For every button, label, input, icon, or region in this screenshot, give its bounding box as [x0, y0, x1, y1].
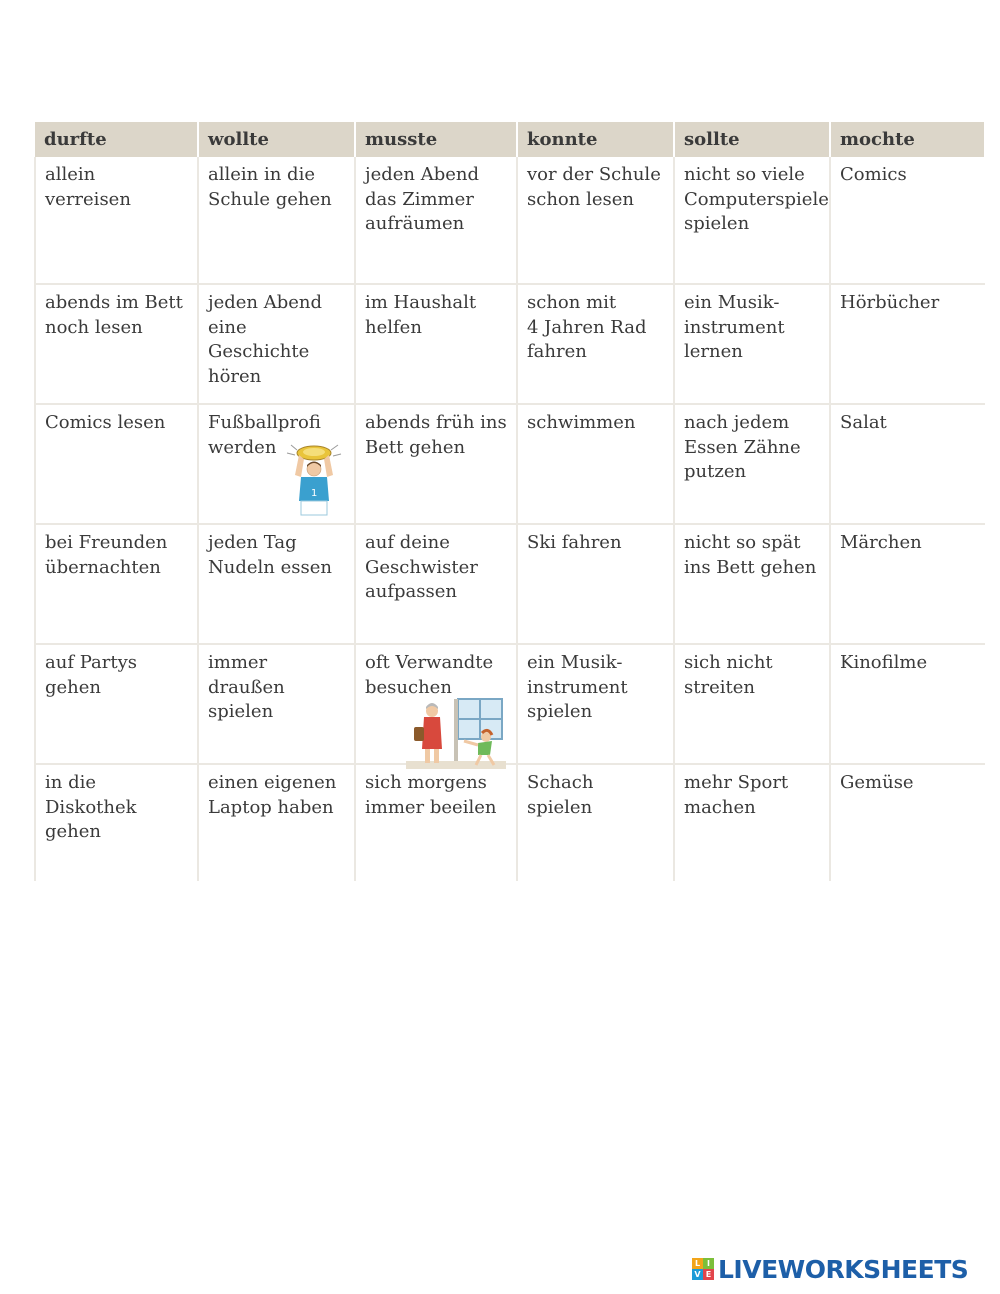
- logo-letter-i: I: [703, 1258, 714, 1269]
- cell-text: in die Diskothek gehen: [45, 772, 137, 842]
- table-cell: [355, 644, 517, 764]
- table-cell: [830, 524, 985, 644]
- logo-letter-v: V: [692, 1269, 703, 1280]
- table-cell: [35, 524, 198, 644]
- cell-text: mehr Sport machen: [684, 772, 789, 818]
- cell-text: jeden Tag Nudeln essen: [208, 532, 332, 578]
- cell-text: Ski fahren: [527, 532, 622, 553]
- cell-text: vor der Schule schon lesen: [527, 164, 661, 210]
- table-cell: [198, 284, 355, 404]
- table-cell: [355, 404, 517, 524]
- table-header-row: [35, 122, 985, 157]
- cell-text: Salat: [840, 412, 887, 433]
- table-row: [35, 404, 985, 524]
- cell-text: jeden Abend das Zimmer aufräumen: [365, 164, 480, 234]
- table-cell: [517, 157, 674, 284]
- cell-text: abends früh ins Bett gehen: [365, 412, 507, 458]
- table-cell: [198, 404, 355, 524]
- cell-text: oft Verwandte besuchen: [365, 652, 494, 698]
- worksheet-table-container: [34, 122, 984, 881]
- cell-text: schon mit 4 Jahren Rad fahren: [527, 292, 647, 362]
- cell-text: immer draußen spielen: [208, 652, 285, 722]
- table-cell: [198, 157, 355, 284]
- table-cell: [830, 157, 985, 284]
- cell-text: Märchen: [840, 532, 922, 553]
- table-cell: [198, 524, 355, 644]
- table-cell: [35, 764, 198, 881]
- cell-text: einen eigenen Laptop haben: [208, 772, 337, 818]
- table-cell: [674, 157, 830, 284]
- cell-text: Comics lesen: [45, 412, 166, 433]
- table-cell: [35, 644, 198, 764]
- header-mochte: mochte: [830, 122, 985, 157]
- table-cell: [830, 644, 985, 764]
- table-cell: [35, 284, 198, 404]
- table-cell: [355, 524, 517, 644]
- table-row: [35, 524, 985, 644]
- table-cell: [198, 644, 355, 764]
- cell-text: ein Musik- instrument lernen: [684, 292, 785, 362]
- header-wollte: wollte: [198, 122, 355, 157]
- table-row: [35, 157, 985, 284]
- table-cell: [830, 284, 985, 404]
- header-konnte: konnte: [517, 122, 674, 157]
- table-cell: [830, 764, 985, 881]
- table-cell: [35, 157, 198, 284]
- table-row: [35, 644, 985, 764]
- cell-text: Comics: [840, 164, 907, 185]
- cell-text: Hörbücher: [840, 292, 940, 313]
- header-musste: musste: [355, 122, 517, 157]
- cell-text: im Haushalt helfen: [365, 292, 477, 338]
- cell-text: Kinofilme: [840, 652, 928, 673]
- cell-text: jeden Abend eine Geschichte hören: [208, 292, 323, 387]
- table-cell: [517, 764, 674, 881]
- cell-text: Schach spielen: [527, 772, 594, 818]
- table-row: [35, 764, 985, 881]
- modal-verbs-table: [34, 122, 986, 881]
- cell-text: nicht so spät ins Bett gehen: [684, 532, 817, 578]
- cell-text: auf deine Geschwister aufpassen: [365, 532, 478, 602]
- cell-text: Fußballprofi werden: [208, 412, 321, 458]
- table-cell: [35, 404, 198, 524]
- cell-text: schwimmen: [527, 412, 636, 433]
- logo-letter-l: L: [692, 1258, 703, 1269]
- table-cell: [517, 644, 674, 764]
- cell-text: Gemüse: [840, 772, 914, 793]
- table-cell: [355, 284, 517, 404]
- cell-text: abends im Bett noch lesen: [45, 292, 183, 338]
- table-cell: [674, 404, 830, 524]
- table-cell: [355, 157, 517, 284]
- table-row: [35, 284, 985, 404]
- logo-letter-e: E: [703, 1269, 714, 1280]
- table-cell: [517, 404, 674, 524]
- cell-text: allein verreisen: [45, 164, 131, 210]
- cell-text: auf Partys gehen: [45, 652, 137, 698]
- cell-text: sich morgens immer beeilen: [365, 772, 497, 818]
- header-durfte: durfte: [35, 122, 198, 157]
- relatives-visit-icon: [406, 697, 506, 769]
- football-player-icon: [283, 441, 345, 517]
- table-cell: [674, 644, 830, 764]
- cell-text: ein Musik- instrument spielen: [527, 652, 628, 722]
- liveworksheets-logo: [692, 1254, 992, 1284]
- header-sollte: sollte: [674, 122, 830, 157]
- table-cell: [517, 284, 674, 404]
- cell-text: nicht so viele Computerspiele spielen: [684, 164, 829, 234]
- table-cell: [517, 524, 674, 644]
- cell-text: allein in die Schule gehen: [208, 164, 332, 210]
- cell-text: nach jedem Essen Zähne putzen: [684, 412, 801, 482]
- table-cell: [674, 764, 830, 881]
- table-cell: [674, 524, 830, 644]
- cell-text: bei Freunden übernachten: [45, 532, 168, 578]
- liveworksheets-mark-icon: [692, 1258, 714, 1280]
- cell-text: sich nicht streiten: [684, 652, 773, 698]
- table-cell: [355, 764, 517, 881]
- liveworksheets-wordmark: LIVEWORKSHEETS: [718, 1254, 969, 1284]
- table-cell: [674, 284, 830, 404]
- table-cell: [830, 404, 985, 524]
- table-cell: [198, 764, 355, 881]
- svg-text:1: 1: [311, 488, 318, 499]
